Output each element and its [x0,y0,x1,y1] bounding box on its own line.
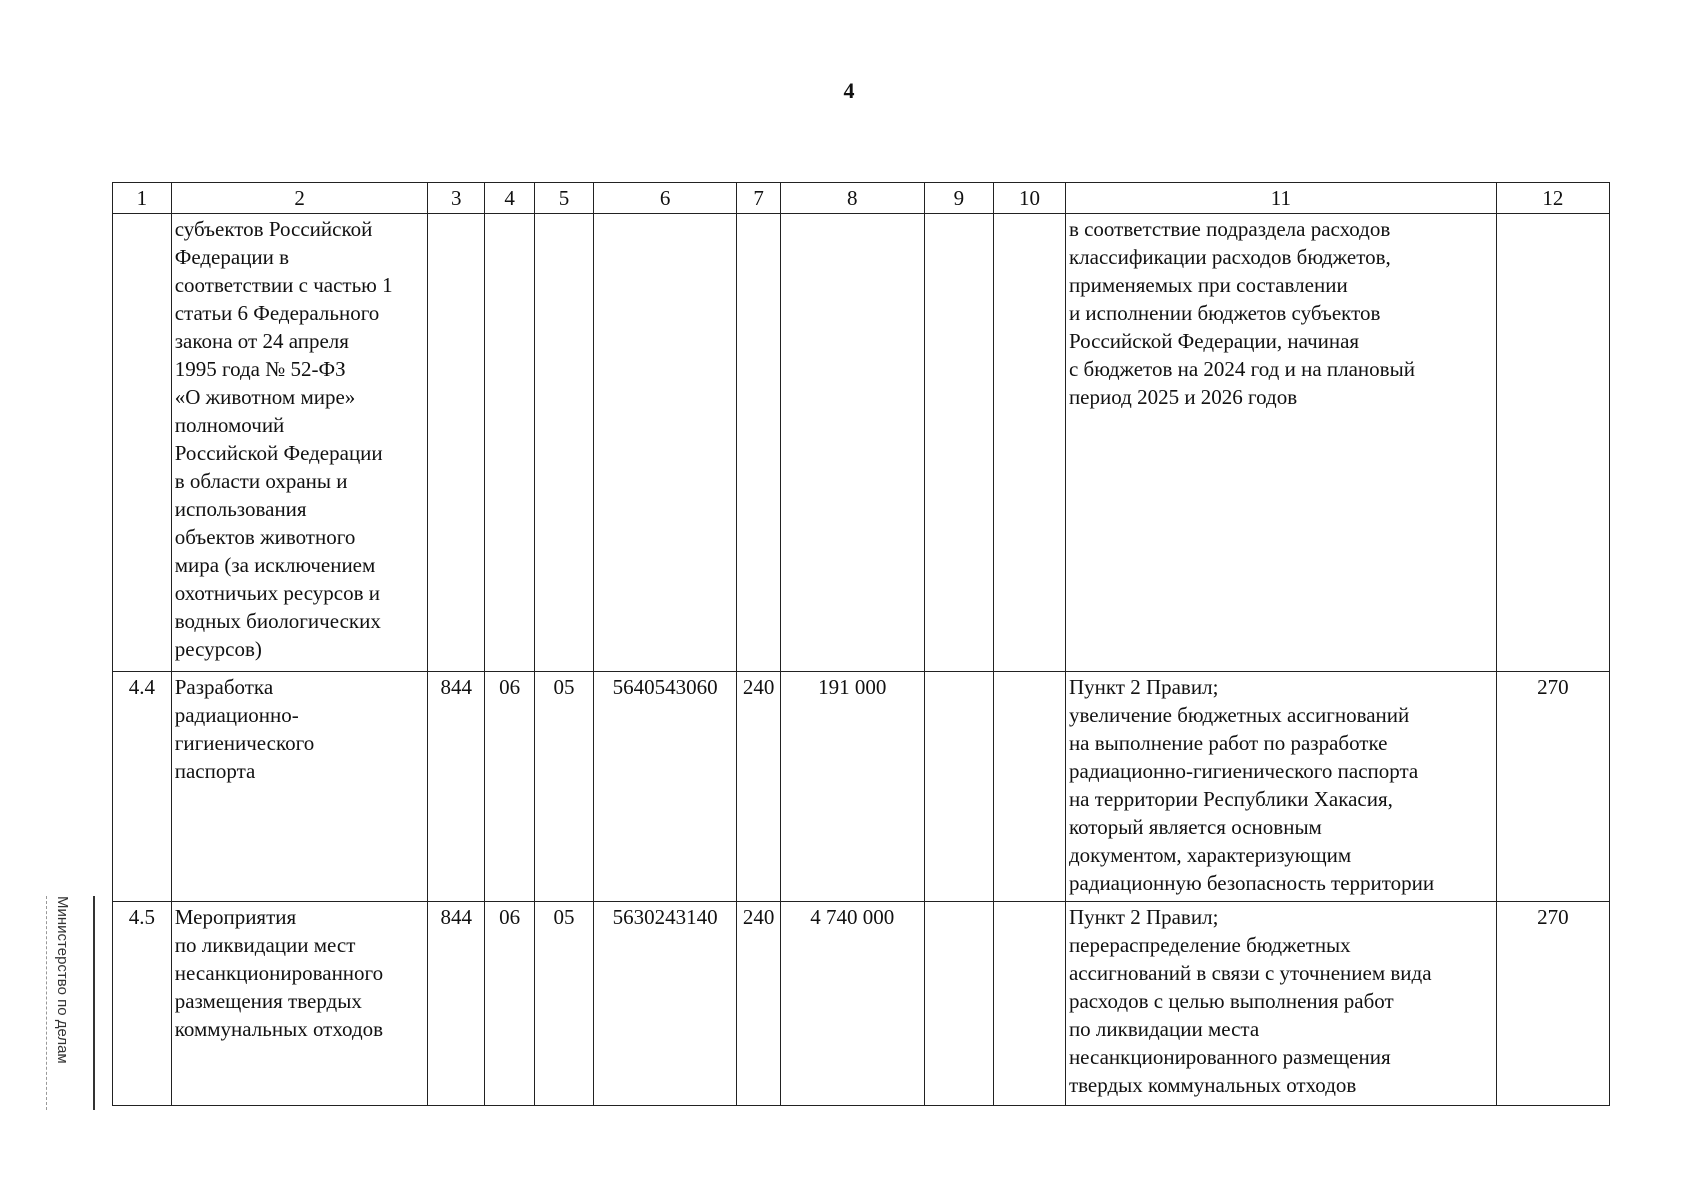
activity-name: субъектов Российской Федерации в соответствии с частью 1 статьи 6 Федерального закона от 24 апреля 1995 года № 52-ФЗ «О животном мире» полномочий Российской Федерации в области охраны и использования объектов животного мира (за исключением охотничьих ресурсов и водных биологических ресурсов) [171,214,428,672]
table-row [113,672,1610,902]
cell-c8 [780,214,924,672]
cell-c10 [994,672,1066,902]
col-header-1: 1 [113,183,172,214]
cell-c6 [593,214,737,672]
cell-c12: 270 [1496,672,1609,902]
activity-name: Разработка радиационно- гигиенического паспорта [171,672,428,902]
cell-c10 [994,902,1066,1106]
cell-c3: 844 [428,672,485,902]
justification-text: Пункт 2 Правил; перераспределение бюджетных ассигнований в связи с уточнением вида расходов с целью выполнения работ по ликвидации места несанкционированного размещения твердых коммунальных отходов [1065,902,1496,1106]
col-header-8: 8 [780,183,924,214]
col-header-10: 10 [994,183,1066,214]
cell-c3 [428,214,485,672]
col-header-2: 2 [171,183,428,214]
cell-c8: 4 740 000 [780,902,924,1106]
cell-c12: 270 [1496,902,1609,1106]
table-row [113,214,1610,672]
col-header-11: 11 [1065,183,1496,214]
col-header-3: 3 [428,183,485,214]
cell-c4: 06 [485,902,535,1106]
cell-c4: 06 [485,672,535,902]
side-stamp [46,896,95,1110]
cell-c6: 5640543060 [593,672,737,902]
col-header-5: 5 [535,183,594,214]
cell-c6: 5630243140 [593,902,737,1106]
cell-c7 [737,214,781,672]
cell-c9 [924,902,994,1106]
cell-c3: 844 [428,902,485,1106]
col-header-4: 4 [485,183,535,214]
budget-table [112,182,1610,1106]
cell-c7: 240 [737,672,781,902]
cell-c5: 05 [535,902,594,1106]
justification-text: в соответствие подраздела расходов классификации расходов бюджетов, применяемых при составлении и исполнении бюджетов субъектов Российской Федерации, начиная с бюджетов на 2024 год и на плановый период 2025 и 2026 годов [1065,214,1496,672]
col-header-9: 9 [924,183,994,214]
cell-c5: 05 [535,672,594,902]
cell-c9 [924,672,994,902]
justification-text: Пункт 2 Правил; увеличение бюджетных ассигнований на выполнение работ по разработке радиационно-гигиенического паспорта на территории Республики Хакасия, который является основным документом, характеризующим радиационную безопасность территории [1065,672,1496,902]
header-row [113,183,1610,214]
col-header-7: 7 [737,183,781,214]
activity-name: Мероприятия по ликвидации мест несанкционированного размещения твердых коммунальных отходов [171,902,428,1106]
cell-c12 [1496,214,1609,672]
cell-c5 [535,214,594,672]
col-header-6: 6 [593,183,737,214]
cell-c8: 191 000 [780,672,924,902]
cell-c4 [485,214,535,672]
side-stamp-text: Министерство по делам [54,896,71,1064]
row-number: 4.5 [113,902,172,1106]
table-row [113,902,1610,1106]
col-header-12: 12 [1496,183,1609,214]
cell-c9 [924,214,994,672]
cell-c10 [994,214,1066,672]
row-number: 4.4 [113,672,172,902]
page-number: 4 [843,78,855,103]
row-number [113,214,172,672]
cell-c7: 240 [737,902,781,1106]
